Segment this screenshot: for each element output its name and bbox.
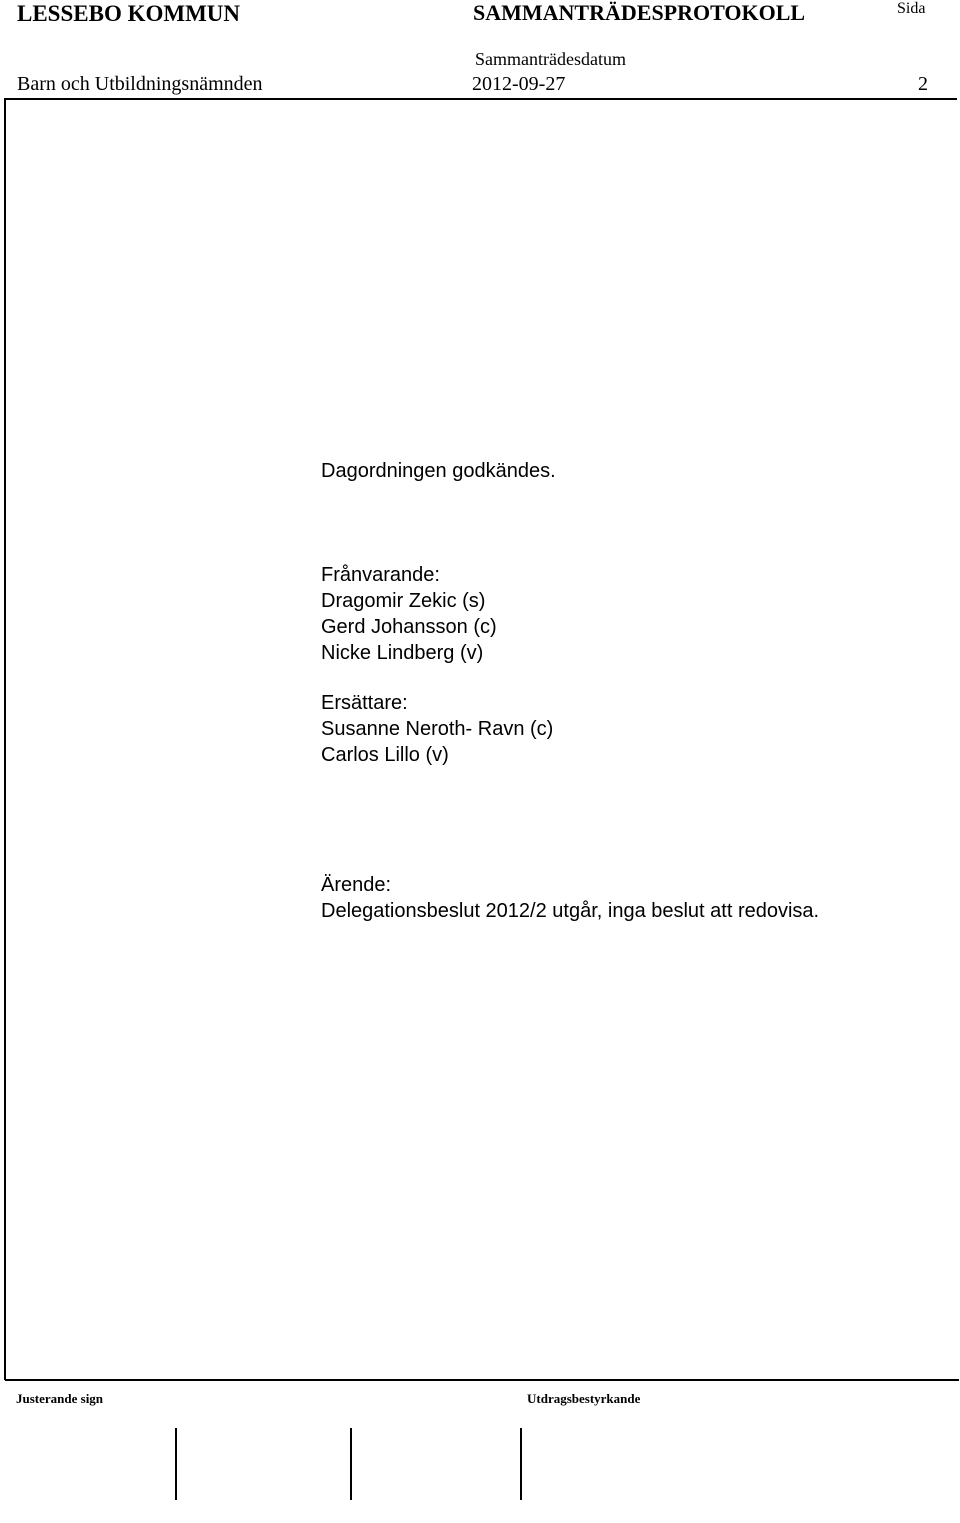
signature-box-divider (175, 1428, 177, 1500)
page-label: Sida (897, 0, 926, 17)
extract-certification-label: Utdragsbestyrkande (527, 1391, 641, 1406)
signing-label: Justerande sign (16, 1391, 104, 1406)
absent-section (321, 562, 497, 666)
substitute-member: Susanne Neroth- Ravn (c) (321, 718, 554, 740)
meeting-date: 2012-09-27 (472, 73, 566, 95)
document-type: SAMMANTRÄDESPROTOKOLL (473, 0, 806, 25)
case-section (321, 872, 819, 924)
substitutes-section (321, 690, 553, 768)
absent-heading: Frånvarande: (321, 564, 440, 586)
left-margin-rule (4, 98, 6, 1380)
absent-member: Gerd Johansson (c) (321, 616, 497, 638)
substitute-member: Carlos Lillo (v) (321, 744, 449, 766)
absent-member: Dragomir Zekic (s) (321, 590, 486, 612)
signature-box-divider (520, 1428, 522, 1500)
substitutes-heading: Ersättare: (321, 692, 408, 714)
meeting-date-label: Sammanträdesdatum (475, 49, 626, 69)
signature-box-divider (350, 1428, 352, 1500)
header-divider (5, 98, 957, 100)
footer-divider (5, 1379, 959, 1381)
case-heading: Ärende: (321, 874, 392, 896)
agenda-note: Dagordningen godkändes. (321, 460, 556, 482)
municipality-name: LESSEBO KOMMUN (17, 1, 241, 26)
page-number: 2 (918, 73, 928, 95)
committee-name: Barn och Utbildningsnämnden (17, 73, 263, 95)
case-text: Delegationsbeslut 2012/2 utgår, inga beslut att redovisa. (321, 900, 820, 922)
absent-member: Nicke Lindberg (v) (321, 642, 484, 664)
